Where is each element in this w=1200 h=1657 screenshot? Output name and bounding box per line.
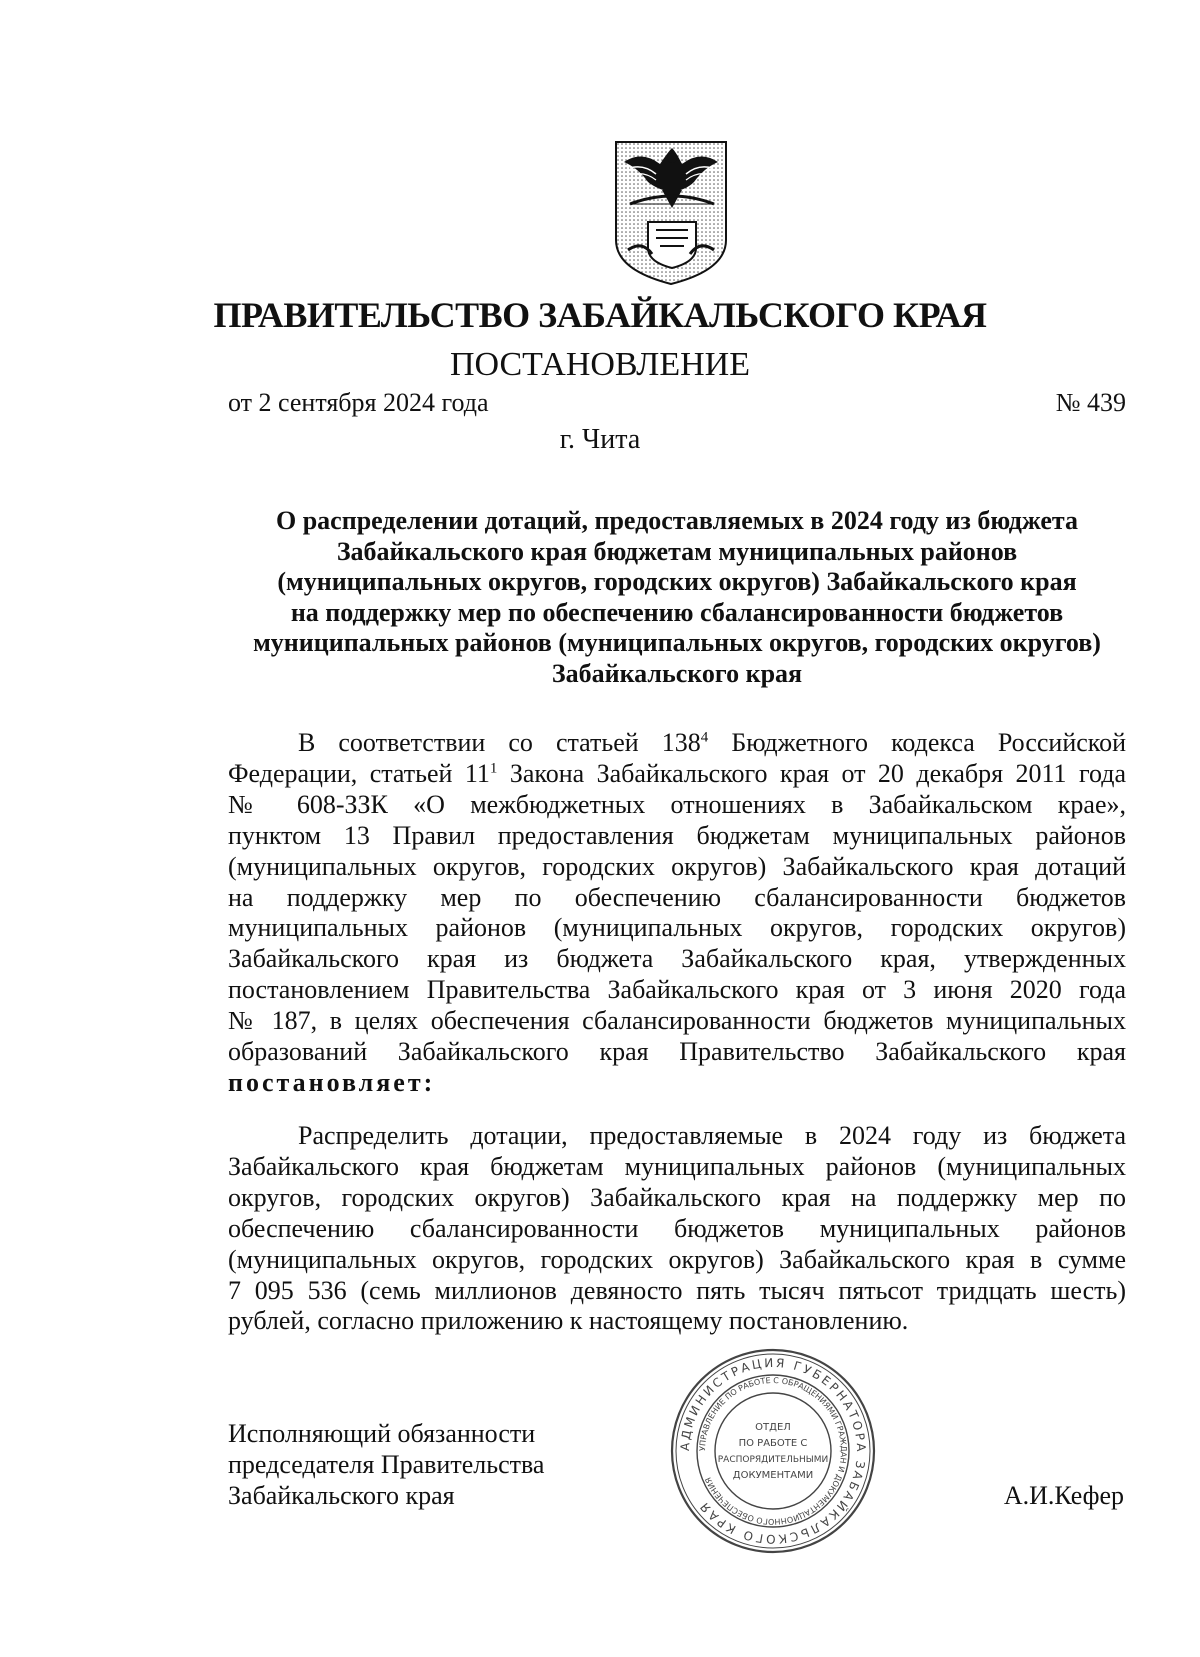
text-line: № 187, в целях обеспечения сбалансированности бюджетов муниципальных <box>228 1006 1126 1036</box>
seal-outer-text: АДМИНИСТРАЦИЯ ГУБЕРНАТОРА ЗАБАЙКАЛЬСКОГО КРАЯ <box>677 1355 869 1547</box>
signatory-name: А.И.Кефер <box>1003 1481 1124 1510</box>
text-line: на поддержку мер по обеспечению сбалансированности бюджетов <box>228 882 1126 912</box>
text-line: муниципальных районов (муниципальных округов, городских округов) <box>228 913 1126 943</box>
seal-center-line: РАСПОРЯДИТЕЛЬНЫМИ <box>717 1455 829 1465</box>
svg-text:УПРАВЛЕНИЕ ПО РАБОТЕ С ОБРАЩЕН <box>698 1376 848 1526</box>
subject-line: Забайкальского края бюджетам муниципальных районов <box>336 536 1018 566</box>
government-title: ПРАВИТЕЛЬСТВО ЗАБАЙКАЛЬСКОГО КРАЯ <box>213 295 987 335</box>
paragraph-preamble <box>228 728 1126 1099</box>
subject-line: муниципальных районов (муниципальных округов, городских округов) <box>253 628 1101 657</box>
text-line: (муниципальных округов, городских округов) Забайкальского края дотаций <box>228 851 1126 881</box>
resolves-word: постановляет: <box>228 1067 436 1097</box>
subject-line: О распределении дотаций, предоставляемых в 2024 году из бюджета <box>276 506 1078 535</box>
text-line: Распределить дотации, предоставляемые в 2024 году из бюджета <box>298 1121 1126 1150</box>
official-round-seal-icon <box>668 1346 878 1556</box>
seal-center-line: ПО РАБОТЕ С <box>738 1438 808 1449</box>
seal-inner-text: УПРАВЛЕНИЕ ПО РАБОТЕ С ОБРАЩЕНИЯМИ ГРАЖДАН И ДОКУМЕНТАЦИОННОГО ОБЕСПЕЧЕНИЯ <box>697 1375 849 1527</box>
text-line: Забайкальского края бюджетам муниципальных районов (муниципальных <box>228 1151 1126 1181</box>
subject-line: на поддержку мер по обеспечению сбалансированности бюджетов <box>290 597 1064 627</box>
signatory-position <box>228 1418 544 1511</box>
document-type: ПОСТАНОВЛЕНИЕ <box>449 346 751 383</box>
document-date: от 2 сентября 2024 года <box>228 388 489 417</box>
seal-center-line: ДОКУМЕНТАМИ <box>732 1470 814 1481</box>
text-line: Федерации, статьей $11^1$ Закона Забайкальского края от 20 декабря 2011 года <box>228 758 1126 788</box>
subject-line: (муниципальных округов, городских округов) Забайкальского края <box>277 567 1077 596</box>
seal-center-line: ОТДЕЛ <box>755 1422 791 1433</box>
document-number: № 439 <box>1055 388 1126 417</box>
text-line: рублей, согласно приложению к настоящему постановлению. <box>228 1306 909 1336</box>
paragraph-resolution <box>228 1121 1126 1337</box>
text-line: обеспечению сбалансированности бюджетов муниципальных районов <box>228 1213 1126 1243</box>
text-line: образований Забайкальского края Правительство Забайкальского края <box>228 1037 1126 1067</box>
text-line: № 608-ЗЗК «О межбюджетных отношениях в Забайкальском крае», <box>228 789 1126 819</box>
signatory-position-line: Забайкальского края <box>228 1481 455 1510</box>
signatory-position-line: председателя Правительства <box>228 1450 545 1479</box>
coat-of-arms-eagle-icon <box>612 138 730 286</box>
signatory-position-line: Исполняющий обязанности <box>228 1419 536 1448</box>
text-line: постановлением Правительства Забайкальского края от 3 июня 2020 года <box>228 975 1126 1005</box>
text-line: округов, городских округов) Забайкальского края на поддержку мер по <box>228 1182 1126 1212</box>
document-subject <box>228 506 1126 689</box>
subject-line: Забайкальского края <box>551 658 803 688</box>
text-line: Забайкальского края из бюджета Забайкальского края, утвержденных <box>228 944 1126 974</box>
document-city: г. Чита <box>559 424 641 455</box>
text-line: 7 095 536 (семь миллионов девяносто пять тысяч пятьсот тридцать шесть) <box>228 1275 1126 1305</box>
text-line: пунктом 13 Правил предоставления бюджетам муниципальных районов <box>228 820 1126 850</box>
text-line: (муниципальных округов, городских округов) Забайкальского края в сумме <box>228 1244 1126 1274</box>
text-line: В соответствии со статьей $138^4$ Бюджетного кодекса Российской <box>298 728 1127 757</box>
